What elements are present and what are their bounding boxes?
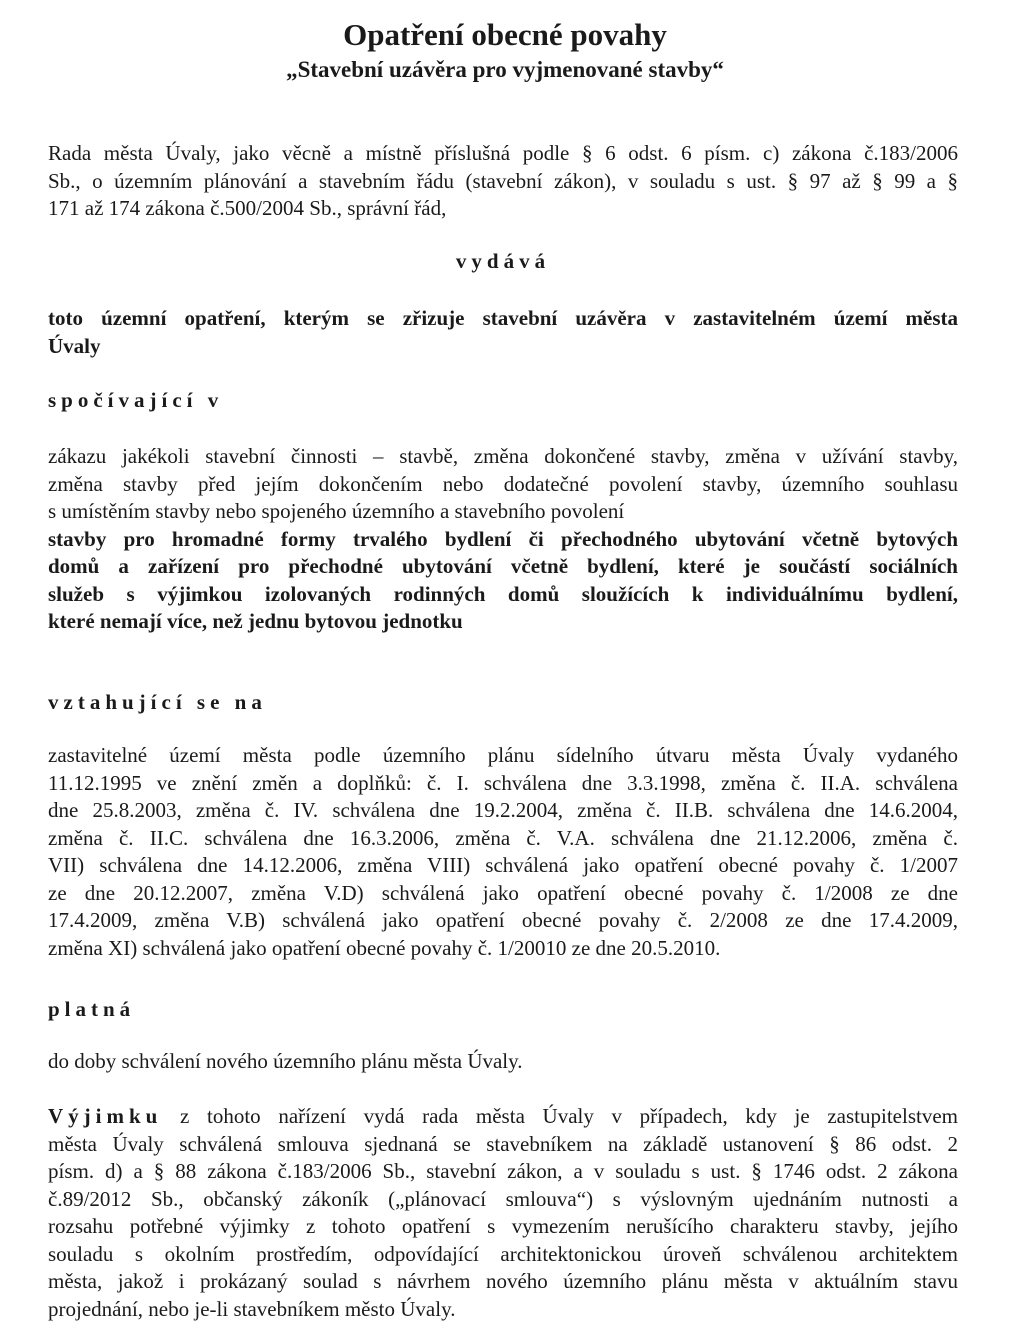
issue-statement — [48, 305, 958, 360]
area-line: 17.4.2009, změna V.B) schválená jako opatření obecné povahy č. 2/2008 ze dne 17.4.2009, — [48, 908, 958, 932]
exception-line: písm. d) a § 88 zákona č.183/2006 Sb., stavební zákon, a v souladu s ust. § 1746 odst. 2 zákona — [48, 1159, 958, 1183]
area-line: dne 25.8.2003, změna č. IV. schválena dne 19.2.2004, změna č. II.B. schválena dne 14.6.2004, — [48, 798, 958, 822]
buildings-line: které nemají více, než jednu bytovou jednotku — [48, 609, 463, 633]
intro-line: 171 až 174 zákona č.500/2004 Sb., správní řád, — [48, 196, 447, 220]
exception-line: města, jakož i prokázaný soulad s návrhem nového územního plánu města v aktuálním stavu — [48, 1269, 958, 1293]
area-line: zastavitelné území města podle územního plánu sídelního útvaru města Úvaly vydaného — [48, 743, 958, 767]
prohibition-paragraph — [48, 443, 958, 636]
area-paragraph — [48, 742, 958, 962]
validity-paragraph — [48, 1048, 958, 1076]
exception-label: Výjimku — [48, 1104, 163, 1128]
prohibition-line: změna stavby před jejím dokončením nebo dodatečné povolení stavby, územního souhlasu — [48, 471, 958, 496]
exception-line: rozsahu potřebné výjimky z tohoto opatření s vymezením nerušícího charakteru stavby, jejího — [48, 1214, 958, 1238]
area-line: VII) schválena dne 14.12.2006, změna VIII) schválená jako opatření obecné povahy č. 1/2007 — [48, 853, 958, 877]
heading-vztahujici: vztahující se na — [48, 690, 267, 714]
area-line: ze dne 20.12.2007, změna V.D) schválená jako opatření obecné povahy č. 1/2008 ze dne — [48, 880, 958, 905]
issue-line: Úvaly — [48, 333, 101, 358]
exception-line: projednání, nebo je-li stavebníkem město Úvaly. — [48, 1296, 456, 1321]
document-title: Opatření obecné povahy — [343, 17, 667, 52]
area-line: 11.12.1995 ve znění změn a doplňků: č. I. schválena dne 3.3.1998, změna č. II.A. schválena — [48, 770, 958, 795]
heading-vydava: vydává — [455, 249, 551, 273]
exception-first-line — [48, 1103, 958, 1131]
document-subtitle: „Stavební uzávěra pro vyjmenované stavby“ — [286, 57, 724, 82]
exception-line: souladu s okolním prostředím, odpovídající architektonickou úroveň schválenou architektem — [48, 1241, 958, 1266]
area-line: změna XI) schválená jako opatření obecné povahy č. 1/20010 ze dne 20.5.2010. — [48, 935, 721, 960]
exception-first-rest: z tohoto nařízení vydá rada města Úvaly v případech, kdy je zastupitelstvem — [180, 1104, 958, 1128]
intro-line: Rada města Úvaly, jako věcně a místně příslušná podle § 6 odst. 6 písm. c) zákona č.183/2006 — [48, 141, 958, 165]
prohibition-line: zákazu jakékoli stavební činnosti – stavbě, změna dokončené stavby, změna v užívání stavby, — [48, 444, 958, 468]
buildings-line: služeb s výjimkou izolovaných rodinných domů sloužících k individuálnímu bydlení, — [48, 581, 958, 606]
area-line: změna č. II.C. schválena dne 16.3.2006, změna č. V.A. schválena dne 21.12.2006, změna č. — [48, 825, 958, 850]
intro-paragraph — [48, 140, 958, 223]
issue-line: toto územní opatření, kterým se zřizuje stavební uzávěra v zastavitelném území města — [48, 306, 958, 330]
exception-line: města Úvaly schválená smlouva sjednaná se stavebníkem na základě ustanovení § 86 odst. 2 — [48, 1131, 958, 1156]
intro-line: Sb., o územním plánování a stavebním řádu (stavební zákon), v souladu s ust. § 97 až § 99 a § — [48, 168, 958, 193]
heading-spocivajici: spočívající v — [48, 388, 224, 412]
buildings-line: stavby pro hromadné formy trvalého bydlení či přechodného ubytování včetně bytových — [48, 526, 958, 551]
heading-platna: platná — [48, 997, 136, 1021]
exception-paragraph — [48, 1103, 958, 1323]
buildings-line: domů a zařízení pro přechodné ubytování včetně bydlení, které je součástí sociálních — [48, 554, 958, 578]
prohibition-line: s umístěním stavby nebo spojeného územního a stavebního povolení — [48, 499, 625, 523]
exception-line: č.89/2012 Sb., občanský zákoník („plánovací smlouva“) s výslovným ujednáním nutnosti a — [48, 1186, 958, 1211]
validity-line: do doby schválení nového územního plánu města Úvaly. — [48, 1049, 523, 1073]
